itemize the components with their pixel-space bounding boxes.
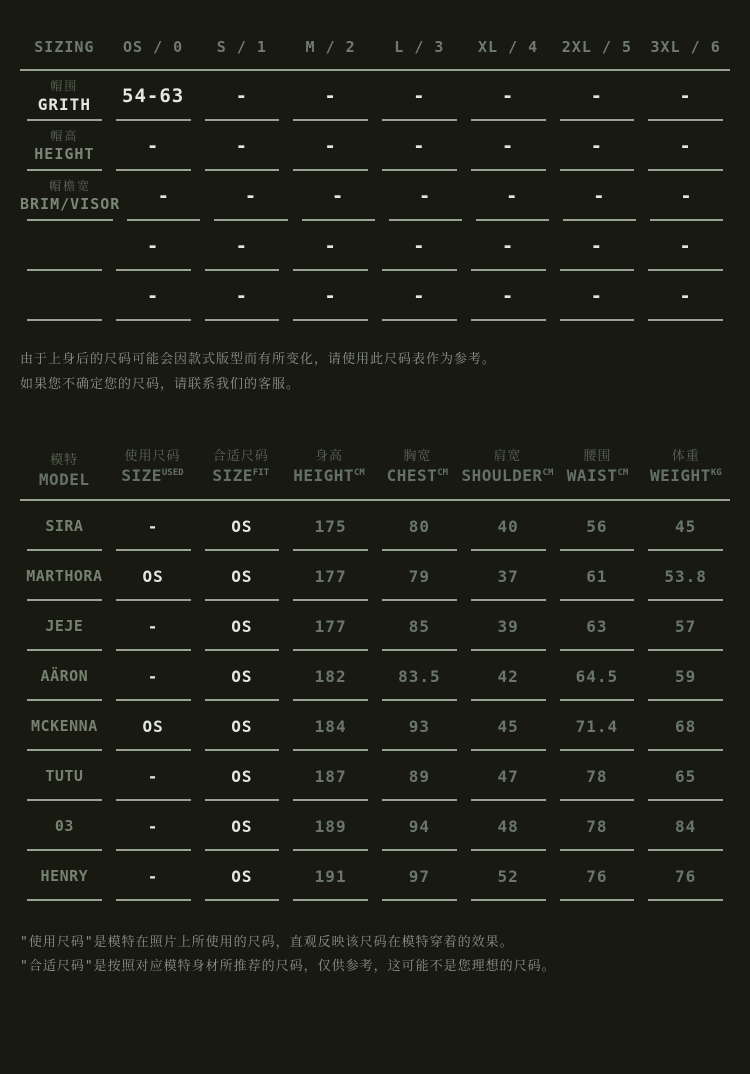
model-table-cell-waist: 63 bbox=[553, 601, 642, 651]
model-table-cell-weight: 65 bbox=[641, 751, 730, 801]
model-table-cell-size_fit: OS bbox=[198, 601, 287, 651]
model-table-cell-size_used: OS bbox=[109, 701, 198, 751]
model-table-column-header bbox=[197, 439, 285, 499]
model-table-cell-shoulder: 40 bbox=[464, 501, 553, 551]
size-table-column-header: S / 1 bbox=[216, 37, 267, 56]
model-table-cell-height: 177 bbox=[286, 551, 375, 601]
column-header-zh: 体重 bbox=[671, 449, 700, 464]
row-label-zh: 帽围 bbox=[50, 79, 79, 93]
model-table-cell-chest: 89 bbox=[375, 751, 464, 801]
model-table-row bbox=[20, 551, 730, 601]
model-table-row bbox=[20, 801, 730, 851]
model-table-cell-height: 189 bbox=[286, 801, 375, 851]
size-table-column-header: SIZING bbox=[34, 37, 95, 56]
model-table-cell-weight: 53.8 bbox=[641, 551, 730, 601]
model-table bbox=[20, 439, 730, 901]
model-table-column-header bbox=[108, 439, 196, 499]
size-table-cell: - bbox=[198, 221, 287, 271]
size-table-cell: - bbox=[641, 121, 730, 171]
model-table-cell-model: SIRA bbox=[20, 501, 109, 551]
model-table-cell-model: 03 bbox=[20, 801, 109, 851]
row-label-zh: 帽檐宽 bbox=[49, 179, 92, 193]
model-table-cell-waist: 64.5 bbox=[553, 651, 642, 701]
size-table-header-row bbox=[20, 24, 730, 69]
model-table-cell-shoulder: 47 bbox=[464, 751, 553, 801]
column-header-unit: CM bbox=[354, 468, 365, 478]
model-table-cell-chest: 80 bbox=[375, 501, 464, 551]
size-table-cell: - bbox=[641, 221, 730, 271]
model-table-cell-chest: 79 bbox=[375, 551, 464, 601]
size-table-cell: - bbox=[382, 171, 469, 221]
size-table-cell: - bbox=[375, 271, 464, 321]
size-table-column-header: 2XL / 5 bbox=[561, 37, 632, 56]
model-table-cell-chest: 93 bbox=[375, 701, 464, 751]
size-table-cell: - bbox=[553, 121, 642, 171]
column-header-zh: 肩宽 bbox=[493, 449, 522, 464]
size-table-row-label bbox=[20, 171, 120, 221]
row-label-en: BRIM/VISOR bbox=[20, 195, 121, 213]
model-table-cell-chest: 97 bbox=[375, 851, 464, 901]
model-table-cell-size_fit: OS bbox=[198, 501, 287, 551]
column-header-unit: KG bbox=[710, 468, 722, 478]
model-table-cell-waist: 78 bbox=[553, 751, 642, 801]
size-table-cell: - bbox=[464, 71, 553, 121]
model-table-cell-weight: 84 bbox=[641, 801, 730, 851]
model-table-cell-size_fit: OS bbox=[198, 751, 287, 801]
column-header-unit: USED bbox=[161, 468, 184, 478]
column-header-zh: 合适尺码 bbox=[212, 449, 269, 464]
column-header-en: $WAIST^{CM}$ bbox=[566, 466, 629, 485]
column-header-unit: CM bbox=[617, 468, 629, 478]
size-table-cell: - bbox=[286, 121, 375, 171]
model-table-cell-shoulder: 39 bbox=[464, 601, 553, 651]
column-header-en: $CHEST^{CM}$ bbox=[386, 466, 449, 485]
size-table-cell: - bbox=[553, 71, 642, 121]
column-header-unit: CM bbox=[437, 468, 449, 478]
model-table-cell-shoulder: 52 bbox=[464, 851, 553, 901]
model-table-cell-model: MCKENNA bbox=[20, 701, 109, 751]
model-table-cell-waist: 71.4 bbox=[553, 701, 642, 751]
size-table-cell: - bbox=[109, 271, 198, 321]
model-table-column-header bbox=[461, 439, 553, 499]
size-table-cell: - bbox=[641, 71, 730, 121]
size-table-cell: - bbox=[286, 221, 375, 271]
footnote-line: "合适尺码"是按照对应模特身材所推荐的尺码，仅供参考，这可能不是您理想的尺码。 bbox=[20, 959, 556, 974]
size-table-row-label bbox=[20, 121, 109, 171]
column-header-zh: 腰围 bbox=[583, 449, 612, 464]
size-table-row bbox=[20, 171, 730, 221]
size-table-cell: - bbox=[464, 271, 553, 321]
model-table-cell-model: MARTHORA bbox=[20, 551, 109, 601]
model-table-cell-shoulder: 42 bbox=[464, 651, 553, 701]
model-table-cell-weight: 68 bbox=[641, 701, 730, 751]
model-table-cell-model: HENRY bbox=[20, 851, 109, 901]
model-table-row bbox=[20, 501, 730, 551]
size-table-cell: - bbox=[109, 221, 198, 271]
model-table-row bbox=[20, 701, 730, 751]
model-table-column-header bbox=[285, 439, 373, 499]
size-table-cell: - bbox=[286, 71, 375, 121]
model-table-cell-size_used: - bbox=[109, 501, 198, 551]
model-table-cell-size_used: - bbox=[109, 851, 198, 901]
size-table-cell: - bbox=[120, 171, 207, 221]
size-table-cell: - bbox=[553, 221, 642, 271]
model-table-cell-height: 187 bbox=[286, 751, 375, 801]
notice-line: 由于上身后的尺码可能会因款式版型而有所变化，请使用此尺码表作为参考。 bbox=[20, 352, 497, 367]
size-table-row-label bbox=[20, 71, 109, 121]
size-table-cell: - bbox=[198, 71, 287, 121]
model-table-cell-height: 182 bbox=[286, 651, 375, 701]
model-table-cell-height: 177 bbox=[286, 601, 375, 651]
size-table-cell: - bbox=[375, 121, 464, 171]
model-table-cell-size_fit: OS bbox=[198, 701, 287, 751]
model-table-row bbox=[20, 601, 730, 651]
column-header-unit: FIT bbox=[252, 468, 270, 478]
model-table-cell-weight: 45 bbox=[641, 501, 730, 551]
column-header-en: $SHOULDER^{CM}$ bbox=[461, 466, 554, 485]
column-header-zh: 使用尺码 bbox=[124, 449, 181, 464]
size-table-cell: - bbox=[207, 171, 294, 221]
column-header-en: MODEL bbox=[38, 470, 90, 489]
size-table-cell: - bbox=[198, 121, 287, 171]
column-header-en: $SIZE^{FIT}$ bbox=[212, 466, 270, 485]
model-table-header-row bbox=[20, 439, 730, 499]
size-table-cell: 54-63 bbox=[109, 71, 198, 121]
size-table-row-label bbox=[20, 271, 109, 321]
column-header-unit: CM bbox=[542, 468, 554, 478]
row-label-en: GRITH bbox=[37, 95, 91, 114]
model-table-cell-model: JEJE bbox=[20, 601, 109, 651]
size-table-row bbox=[20, 71, 730, 121]
notice-line: 如果您不确定您的尺码，请联系我们的客服。 bbox=[20, 377, 301, 392]
column-header-en: $SIZE^{USED}$ bbox=[121, 466, 184, 485]
model-table-column-header bbox=[642, 439, 730, 499]
model-table-cell-weight: 57 bbox=[641, 601, 730, 651]
model-table-column-header bbox=[20, 439, 108, 499]
model-table-cell-shoulder: 37 bbox=[464, 551, 553, 601]
footnotes bbox=[20, 931, 730, 979]
model-table-cell-size_used: - bbox=[109, 601, 198, 651]
row-label-en: HEIGHT bbox=[34, 145, 95, 163]
size-table-cell: - bbox=[553, 271, 642, 321]
model-table-cell-size_used: - bbox=[109, 801, 198, 851]
footnote-line: "使用尺码"是模特在照片上所使用的尺码，直观反映该尺码在模特穿着的效果。 bbox=[20, 935, 514, 950]
model-table-body bbox=[20, 501, 730, 901]
size-table-column-header: M / 2 bbox=[305, 37, 356, 56]
model-table-row bbox=[20, 651, 730, 701]
size-table-cell: - bbox=[469, 171, 556, 221]
model-table-cell-shoulder: 45 bbox=[464, 701, 553, 751]
model-table-cell-model: TUTU bbox=[20, 751, 109, 801]
model-table-cell-height: 175 bbox=[286, 501, 375, 551]
model-table-cell-chest: 83.5 bbox=[375, 651, 464, 701]
column-header-zh: 模特 bbox=[50, 453, 79, 468]
size-table-cell: - bbox=[464, 121, 553, 171]
size-table-cell: - bbox=[375, 221, 464, 271]
sizing-notice bbox=[20, 347, 730, 397]
model-table-cell-model: AÄRON bbox=[20, 651, 109, 701]
size-table-cell: - bbox=[464, 221, 553, 271]
model-table-cell-chest: 85 bbox=[375, 601, 464, 651]
size-table-cell: - bbox=[641, 271, 730, 321]
model-table-cell-height: 191 bbox=[286, 851, 375, 901]
size-table-cell: - bbox=[286, 271, 375, 321]
size-table-row bbox=[20, 271, 730, 321]
model-table-cell-weight: 76 bbox=[641, 851, 730, 901]
model-table-cell-size_used: OS bbox=[109, 551, 198, 601]
model-table-cell-shoulder: 48 bbox=[464, 801, 553, 851]
model-table-row bbox=[20, 751, 730, 801]
model-table-column-header bbox=[373, 439, 461, 499]
size-table-column-header: OS / 0 bbox=[123, 37, 184, 56]
size-table-row bbox=[20, 221, 730, 271]
column-header-en: $HEIGHT^{CM}$ bbox=[293, 466, 365, 485]
model-table-cell-size_used: - bbox=[109, 651, 198, 701]
size-table-body bbox=[20, 71, 730, 321]
size-table-row bbox=[20, 121, 730, 171]
model-table-cell-height: 184 bbox=[286, 701, 375, 751]
model-table-cell-waist: 61 bbox=[553, 551, 642, 601]
model-table-row bbox=[20, 851, 730, 901]
size-table-cell: - bbox=[109, 121, 198, 171]
size-table-cell: - bbox=[643, 171, 730, 221]
model-table-cell-size_fit: OS bbox=[198, 551, 287, 601]
model-table-cell-waist: 56 bbox=[553, 501, 642, 551]
size-table bbox=[20, 24, 730, 321]
column-header-zh: 胸宽 bbox=[403, 449, 432, 464]
size-table-cell: - bbox=[295, 171, 382, 221]
model-table-column-header bbox=[553, 439, 641, 499]
model-table-cell-weight: 59 bbox=[641, 651, 730, 701]
model-table-cell-size_fit: OS bbox=[198, 651, 287, 701]
model-table-cell-waist: 76 bbox=[553, 851, 642, 901]
model-table-cell-size_fit: OS bbox=[198, 801, 287, 851]
column-header-en: $WEIGHT^{KG}$ bbox=[650, 466, 722, 485]
size-table-cell: - bbox=[198, 271, 287, 321]
column-header-zh: 身高 bbox=[315, 449, 344, 464]
size-table-column-header: L / 3 bbox=[394, 37, 445, 56]
model-table-cell-waist: 78 bbox=[553, 801, 642, 851]
size-table-cell: - bbox=[556, 171, 643, 221]
size-table-row-label bbox=[20, 221, 109, 271]
size-table-cell: - bbox=[375, 71, 464, 121]
size-table-column-header: XL / 4 bbox=[478, 37, 539, 56]
model-table-cell-size_used: - bbox=[109, 751, 198, 801]
model-table-cell-chest: 94 bbox=[375, 801, 464, 851]
size-table-column-header: 3XL / 6 bbox=[650, 37, 721, 56]
row-label-zh: 帽高 bbox=[50, 129, 79, 143]
model-table-cell-size_fit: OS bbox=[198, 851, 287, 901]
size-chart-page bbox=[0, 24, 750, 979]
